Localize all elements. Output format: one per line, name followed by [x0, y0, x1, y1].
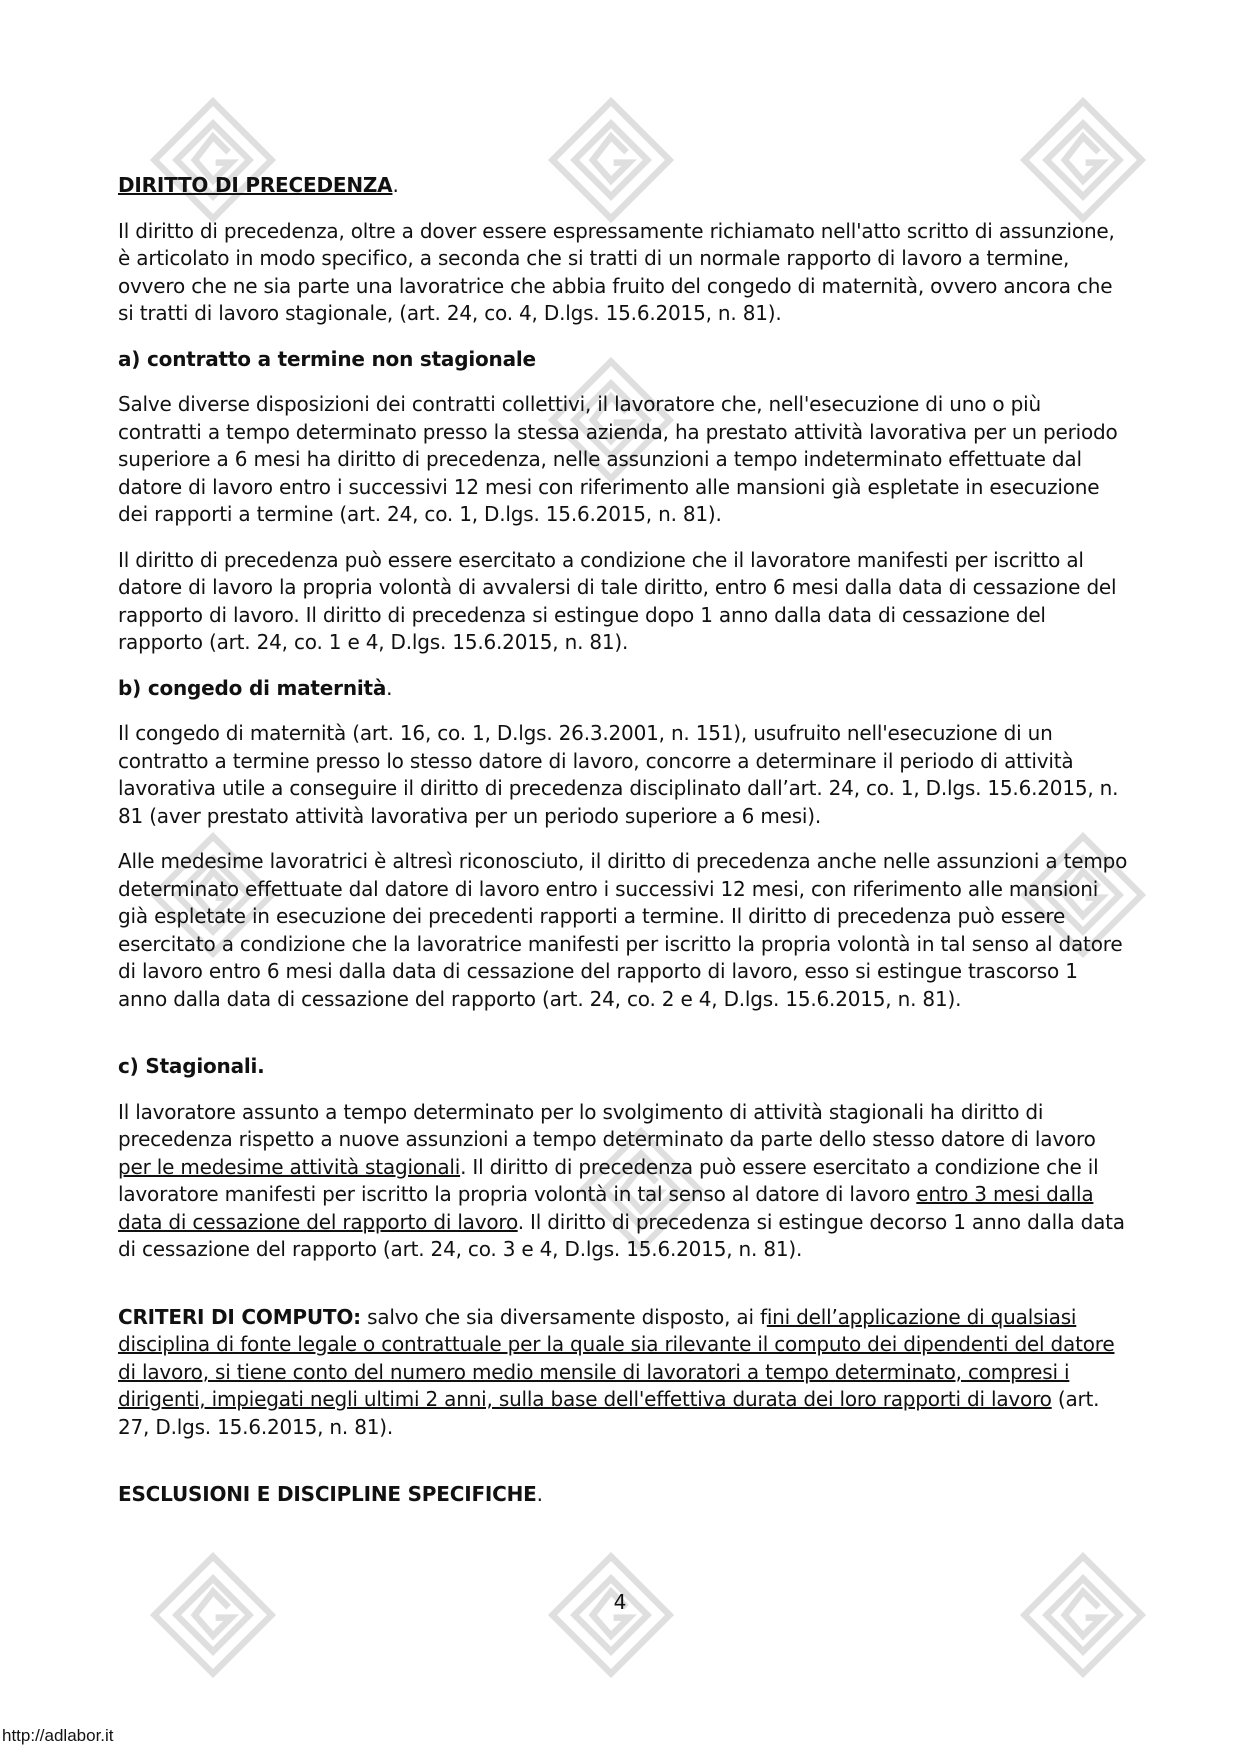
subsection-title-c: c) Stagionali. — [118, 1054, 265, 1078]
paragraph-a2: Il diritto di precedenza può essere esercitato a condizione che il lavoratore manifesti per iscritto al datore di lavoro la propria volontà di avvalersi di tale diritto, entro 6 mesi dalla data di cessazione del rapporto di lavoro. Il diritto di precedenza si estingue dopo 1 anno dalla data di cessazione del rapporto (art. 24, co. 1 e 4, D.lgs. 15.6.2015, n. 81). — [118, 547, 1117, 654]
underlined-text: per le medesime attività stagionali — [118, 1154, 461, 1179]
criteri-paragraph — [118, 1304, 1128, 1442]
text-run: (art. 27, D.lgs. 15.6.2015, n. 81). — [118, 1387, 1100, 1439]
section-heading — [118, 172, 1128, 200]
watermark-logo-icon — [546, 1550, 676, 1680]
spacer — [118, 1031, 1128, 1053]
text-run: . Il diritto di precedenza può essere esercitato a condizione che il lavoratore manifesti per iscritto la propria volontà in tal senso al datore di lavoro — [118, 1154, 1099, 1206]
section-title: DIRITTO DI PRECEDENZA — [118, 173, 393, 197]
paragraph-b1: Il congedo di maternità (art. 16, co. 1, D.lgs. 26.3.2001, n. 151), usufruito nell'esecuzione di un contratto a termine presso lo stesso datore di lavoro, concorre a determinare il periodo di attività lavorativa utile a conseguire il diritto di precedenza disciplinato dall’art. 24, co. 1, D.lgs. 15.6.2015, n. 81 (aver prestato attività lavorativa per un periodo superiore a 6 mesi). — [118, 721, 1119, 828]
watermark-logo-icon — [148, 1550, 278, 1680]
subsection-title-a: a) contratto a termine non stagionale — [118, 346, 536, 371]
paragraph-b2: Alle medesime lavoratrici è altresì riconosciuto, il diritto di precedenza anche nelle assunzioni a tempo determinato effettuate dal datore di lavoro entro i successivi 12 mesi, con riferimento alle mansioni già espletate in esecuzione dei precedenti rapporti a termine. Il diritto di precedenza può essere esercitato a condizione che la lavoratrice manifesti per iscritto la propria volontà in tal senso al datore di lavoro entro 6 mesi dalla data di cessazione del rapporto di lavoro, esso si estingue trascorso 1 anno dalla data di cessazione del rapporto (art. 24, co. 2 e 4, D.lgs. 15.6.2015, n. 81). — [118, 849, 1128, 1011]
section-title: ESCLUSIONI E DISCIPLINE SPECIFICHE — [118, 1482, 537, 1506]
subsection-title-b: b) congedo di maternità — [118, 675, 387, 700]
spacer — [118, 1282, 1128, 1304]
watermark-logo-icon — [1018, 1550, 1148, 1680]
footer-url: http://adlabor.it — [2, 1726, 114, 1745]
document-body — [118, 172, 1128, 1527]
paragraph-c1 — [118, 1099, 1128, 1264]
subsection-heading-b — [118, 675, 1128, 703]
title-period: . — [386, 675, 393, 700]
criteri-label: CRITERI DI COMPUTO: — [118, 1304, 361, 1329]
page-number: 4 — [613, 1590, 627, 1614]
text-run: Il lavoratore assunto a tempo determinato per lo svolgimento di attività stagionali ha diritto di precedenza rispetto a nuove assunzioni a tempo determinato da parte dello stesso datore di lavoro — [118, 1099, 1096, 1151]
title-period: . — [392, 173, 399, 197]
title-period: . — [536, 1482, 543, 1506]
spacer — [118, 1459, 1128, 1481]
text-run: . Il diritto di precedenza si estingue decorso 1 anno dalla data di cessazione del rapporto (art. 24, co. 3 e 4, D.lgs. 15.6.2015, n. 81). — [118, 1209, 1125, 1261]
intro-paragraph: Il diritto di precedenza, oltre a dover essere espressamente richiamato nell'atto scritto di assunzione, è articolato in modo specifico, a seconda che si tratti di un normale rapporto di lavoro a termine, ovvero che ne sia parte una lavoratrice che abbia fruito del congedo di maternità, ovvero ancora che si tratti di lavoro stagionale, (art. 24, co. 4, D.lgs. 15.6.2015, n. 81). — [118, 218, 1115, 325]
paragraph-a1: Salve diverse disposizioni dei contratti collettivi, il lavoratore che, nell'esecuzione di uno o più contratti a tempo determinato presso la stessa azienda, ha prestato attività lavorativa per un periodo superiore a 6 mesi ha diritto di precedenza, nelle assunzioni a tempo indeterminato effettuate dal datore di lavoro entro i successivi 12 mesi con riferimento alle mansioni già espletate in esecuzione dei rapporti a termine (art. 24, co. 1, D.lgs. 15.6.2015, n. 81). — [118, 392, 1118, 526]
text-run: salvo che sia diversamente disposto, ai f — [360, 1304, 767, 1329]
underlined-text: ini dell’applicazione di qualsiasi disciplina di fonte legale o contrattuale per la quale sia rilevante il computo dei dipendenti del datore di lavoro, si tiene conto del numero medio mensile di lavoratori a tempo determinato, compresi i dirigenti, impiegati negli ultimi 2 anni, sulla base dell'effettiva durata dei loro rapporti di lavoro — [118, 1304, 1115, 1411]
section-heading-2 — [118, 1481, 1128, 1509]
underlined-text: entro 3 mesi dalla data di cessazione del rapporto di lavoro — [118, 1182, 1094, 1234]
